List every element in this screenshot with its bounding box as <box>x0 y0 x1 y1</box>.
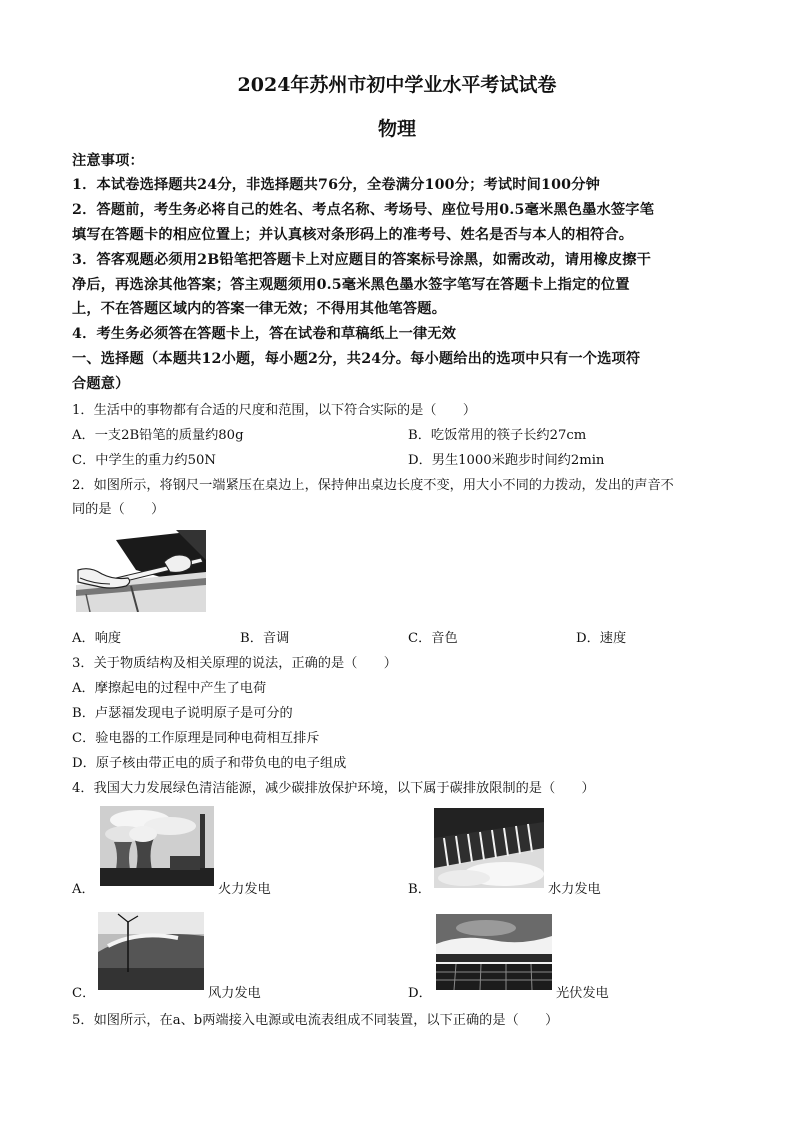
exam-title: 2024年苏州市初中学业水平考试试卷 <box>237 74 557 96</box>
q3-option-c: C．验电器的工作原理是同种电荷相互排斥 <box>72 731 320 746</box>
hydro-power-photo <box>434 808 544 888</box>
q1-option-a: A．一支2B铅笔的质量约80g <box>72 428 244 443</box>
q2-option-a: A．响度 <box>72 631 122 646</box>
wind-power-photo <box>98 912 204 990</box>
q4-option-c-label: 风力发电 <box>208 986 261 1001</box>
q2-option-d: D．速度 <box>576 631 627 646</box>
q2-stem-line-1: 2．如图所示，将钢尺一端紧压在桌边上，保持伸出桌边长度不变，用大小不同的力拨动，发出的声音不 <box>72 478 674 493</box>
note-line-2: 2．答题前，考生务必将自己的姓名、考点名称、考场号、座位号用0.5毫米黑色墨水签字笔 <box>72 202 655 218</box>
q4-option-b-letter: B． <box>408 882 431 897</box>
thermal-power-photo <box>100 806 214 886</box>
q1-stem: 1．生活中的事物都有合适的尺度和范围，以下符合实际的是（ ） <box>72 403 477 418</box>
q1-option-c: C．中学生的重力约50N <box>72 453 216 468</box>
section-heading-line-1: 一、选择题（本题共12小题，每小题2分，共24分。每小题给出的选项中只有一个选项符 <box>72 351 641 367</box>
q2-option-c: C．音色 <box>408 631 458 646</box>
note-line-7: 4．考生务必须答在答题卡上，答在试卷和草稿纸上一律无效 <box>72 326 457 342</box>
q4-option-a-letter: A． <box>72 882 95 897</box>
q4-option-b-label: 水力发电 <box>548 882 601 897</box>
q5-stem: 5．如图所示，在a、b两端接入电源或电流表组成不同装置，以下正确的是（ ） <box>72 1013 559 1028</box>
subject-title: 物理 <box>377 118 416 140</box>
note-line-6: 上，不在答题区域内的答案一律无效；不得用其他笔答题。 <box>72 301 447 317</box>
q1-option-d: D．男生1000米跑步时间约2min <box>408 453 605 468</box>
q1-option-b: B．吃饭常用的筷子长约27cm <box>408 428 587 443</box>
q3-option-b: B．卢瑟福发现电子说明原子是可分的 <box>72 706 293 721</box>
q4-option-d-label: 光伏发电 <box>556 986 609 1001</box>
note-line-4: 3．答客观题必须用2B铅笔把答题卡上对应题目的答案标号涂黑，如需改动，请用橡皮擦干 <box>72 252 652 268</box>
ruler-on-desk-figure <box>76 530 206 612</box>
q2-option-b: B．音调 <box>240 631 290 646</box>
note-line-3: 填写在答题卡的相应位置上；并认真核对条形码上的准考号、姓名是否与本人的相符合。 <box>72 227 634 243</box>
q4-option-d-letter: D． <box>408 986 432 1001</box>
q4-option-c-letter: C． <box>72 986 96 1001</box>
note-line-5: 净后，再选涂其他答案；答主观题须用0.5毫米黑色墨水签字笔写在答题卡上指定的位置 <box>72 277 630 293</box>
q3-option-a: A．摩擦起电的过程中产生了电荷 <box>72 681 267 696</box>
q2-stem-line-2: 同的是（ ） <box>72 502 165 517</box>
q3-stem: 3．关于物质结构及相关原理的说法，正确的是（ ） <box>72 656 397 671</box>
q3-option-d: D．原子核由带正电的质子和带负电的电子组成 <box>72 756 347 771</box>
section-heading-line-2: 合题意） <box>72 376 130 392</box>
q4-option-a-label: 火力发电 <box>218 882 271 897</box>
note-line-1: 1．本试卷选择题共24分，非选择题共76分，全卷满分100分；考试时间100分钟 <box>72 177 601 193</box>
notes-heading: 注意事项： <box>72 153 144 169</box>
q4-stem: 4．我国大力发展绿色清洁能源，减少碳排放保护环境，以下属于碳排放限制的是（ ） <box>72 781 595 796</box>
photovoltaic-photo <box>436 914 552 990</box>
